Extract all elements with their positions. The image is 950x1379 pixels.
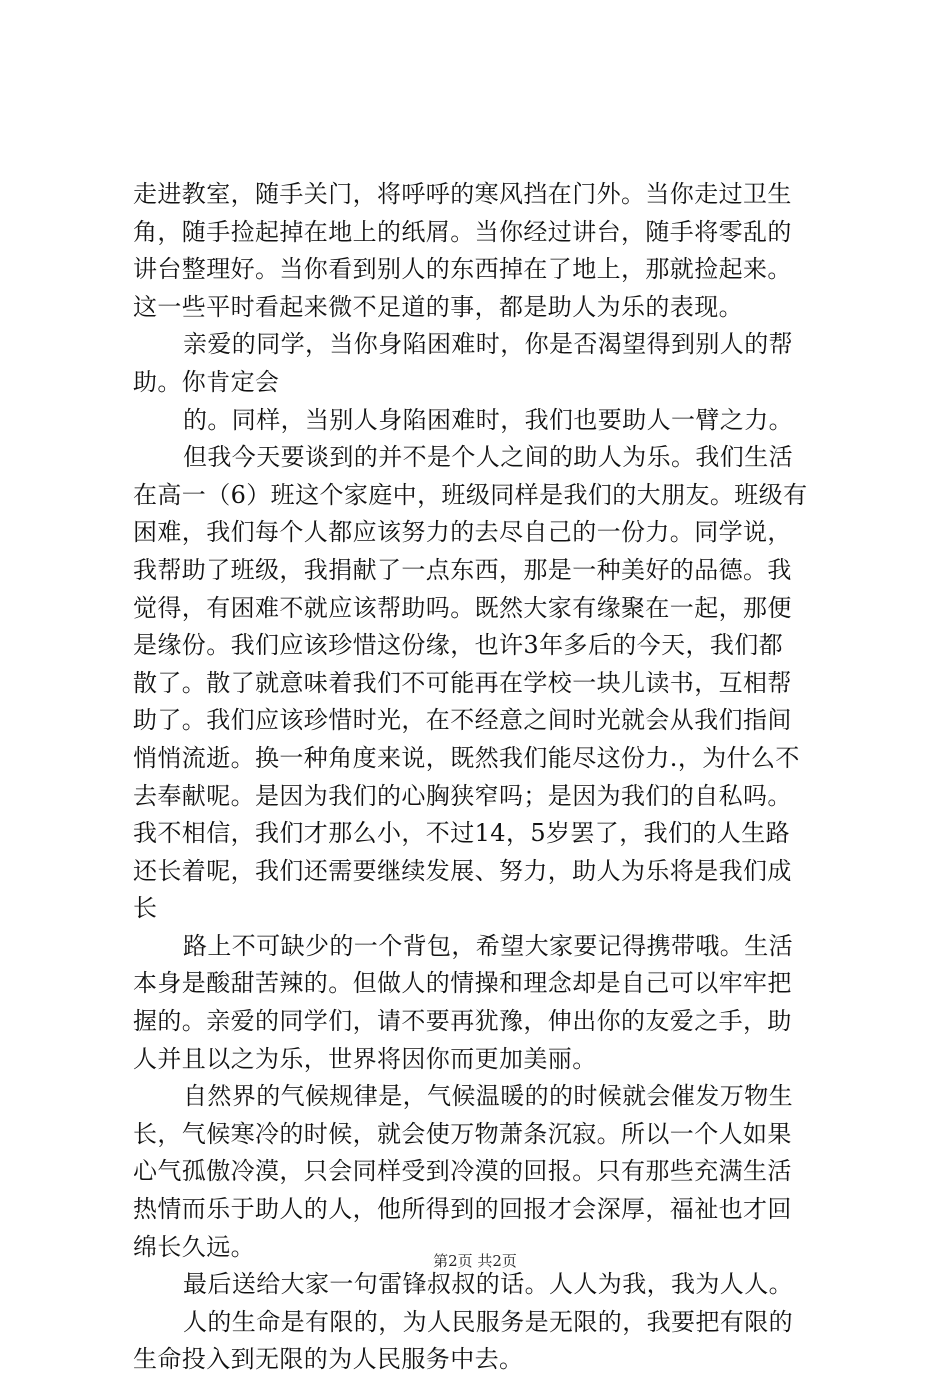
body-text-line: 本身是酸甜苦辣的。但做人的情操和理念却是自己可以牢牢把 [133,969,792,998]
body-text-line: 但我今天要谈到的并不是个人之间的助人为乐。我们生活 [183,443,793,472]
body-text-line: 助。你肯定会 [133,367,280,396]
body-text-line: 助了。我们应该珍惜时光，在不经意之间时光就会从我们指间 [133,706,792,735]
body-text-line: 长，气候寒冷的时候，就会使万物萧条沉寂。所以一个人如果 [133,1119,792,1148]
body-text-line: 长 [133,894,158,923]
body-text-line: 路上不可缺少的一个背包，希望大家要记得携带哦。生活 [183,931,793,960]
body-text-line: 困难，我们每个人都应该努力的去尽自己的一份力。同学说， [133,518,792,547]
body-text-line: 自然界的气候规律是，气候温暖的的时候就会催发万物生 [183,1082,793,1111]
page-footer: 第2页 共2页 [433,1252,517,1270]
body-text-line: 讲台整理好。当你看到别人的东西掉在了地上，那就捡起来。 [133,255,792,284]
body-text-line: 走进教室，随手关门，将呼呼的寒风挡在门外。当你走过卫生 [133,180,792,208]
body-text-line: 最后送给大家一句雷锋叔叔的话。人人为我，我为人人。 [183,1270,793,1299]
body-text-line: 角，随手捡起掉在地上的纸屑。当你经过讲台，随手将零乱的 [133,217,792,246]
body-text-line: 热情而乐于助人的人，他所得到的回报才会深厚，福祉也才回 [133,1195,792,1224]
body-text-line: 我不相信，我们才那么小，不过14，5岁罢了，我们的人生路 [133,819,791,848]
body-text-line: 生命投入到无限的为人民服务中去。 [133,1345,524,1374]
body-text-line: 人并且以之为乐，世界将因你而更加美丽。 [133,1044,597,1073]
body-text-line: 在高一（6）班这个家庭中，班级同样是我们的大朋友。班级有 [133,480,808,509]
body-text-line: 是缘份。我们应该珍惜这份缘，也许3年多后的今天，我们都 [133,631,784,660]
body-text-line: 亲爱的同学，当你身陷困难时，你是否渴望得到别人的帮 [183,330,793,359]
body-text-line: 的。同样，当别人身陷困难时，我们也要助人一臂之力。 [183,405,793,434]
body-text-line: 散了。散了就意味着我们不可能再在学校一块儿读书，互相帮 [133,668,792,697]
body-text-line: 绵长久远。 [133,1232,255,1261]
body-text-line: 去奉献呢。是因为我们的心胸狭窄吗；是因为我们的自私吗。 [133,781,792,810]
document-body [133,176,833,1379]
body-text-line: 我帮助了班级，我捐献了一点东西，那是一种美好的品德。我 [133,555,792,584]
body-text-line: 握的。亲爱的同学们，请不要再犹豫，伸出你的友爱之手，助 [133,1007,792,1036]
body-text-line: 人的生命是有限的，为人民服务是无限的，我要把有限的 [183,1307,793,1336]
body-text-line: 悄悄流逝。换一种角度来说，既然我们能尽这份力.，为什么不 [133,743,800,772]
body-text-line: 觉得，有困难不就应该帮助吗。既然大家有缘聚在一起，那便 [133,593,792,622]
body-text-line: 心气孤傲冷漠，只会同样受到冷漠的回报。只有那些充满生活 [133,1157,792,1186]
body-text-line: 这一些平时看起来微不足道的事，都是助人为乐的表现。 [133,292,743,321]
body-text-line: 还长着呢，我们还需要继续发展、努力，助人为乐将是我们成 [133,856,792,885]
